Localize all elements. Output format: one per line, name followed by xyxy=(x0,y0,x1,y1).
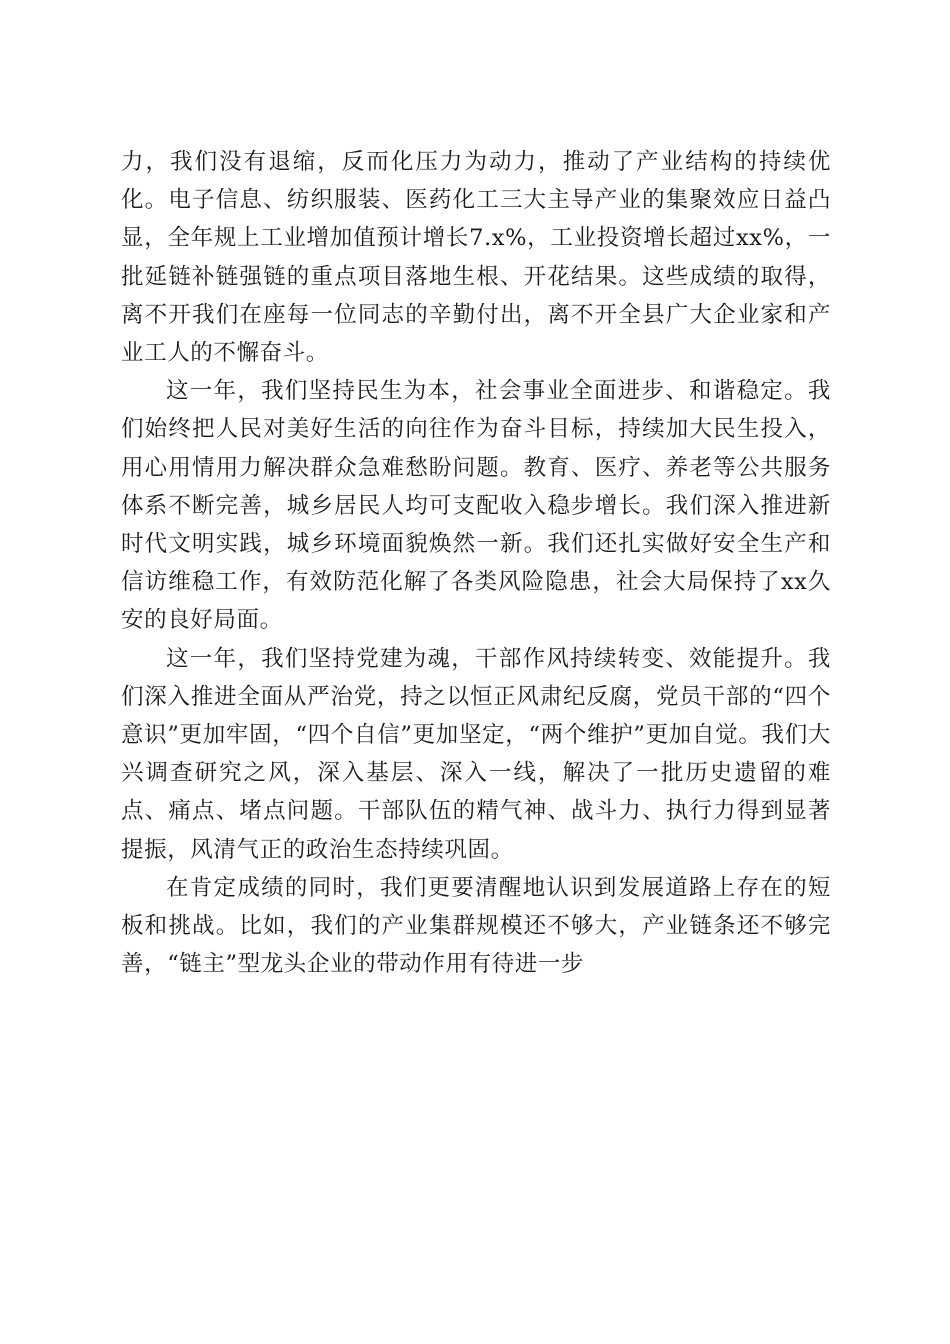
paragraph-livelihood: 这一年，我们坚持民生为本，社会事业全面进步、和谐稳定。我们始终把人民对美好生活的向往作为奋斗目标，持续加大民生投入，用心用情用力解决群众急难愁盼问题。教育、医疗、养老等公共服务体系不断完善，城乡居民人均可支配收入稳步增长。我们深入推进新时代文明实践，城乡环境面貌焕然一新。我们还扎实做好安全生产和信访维稳工作，有效防范化解了各类风险隐患，社会大局保持了xx久安的良好局面。 xyxy=(121,378,831,634)
paragraph-party-building: 这一年，我们坚持党建为魂，干部作风持续转变、效能提升。我们深入推进全面从严治党，持之以恒正风肃纪反腐，党员干部的“四个意识”更加牢固，“四个自信”更加坚定，“两个维护”更加自觉。我们大兴调查研究之风，深入基层、深入一线，解决了一批历史遗留的难点、痛点、堵点问题。干部队伍的精气神、战斗力、执行力得到显著提振，风清气正的政治生态持续巩固。 xyxy=(121,645,831,863)
paragraph-continuation: 力，我们没有退缩，反而化压力为动力，推动了产业结构的持续优化。电子信息、纺织服装、医药化工三大主导产业的集聚效应日益凸显，全年规上工业增加值预计增长7.x%，工业投资增长超过xx%，一批延链补链强链的重点项目落地生根、开花结果。这些成绩的取得，离不开我们在座每一位同志的辛勤付出，离不开全县广大企业家和产业工人的不懈奋斗。 xyxy=(121,149,831,367)
document-body xyxy=(121,143,831,983)
paragraph-challenges: 在肯定成绩的同时，我们更要清醒地认识到发展道路上存在的短板和挑战。比如，我们的产业集群规模还不够大，产业链条还不够完善，“链主”型龙头企业的带动作用有待进一步 xyxy=(121,874,831,978)
